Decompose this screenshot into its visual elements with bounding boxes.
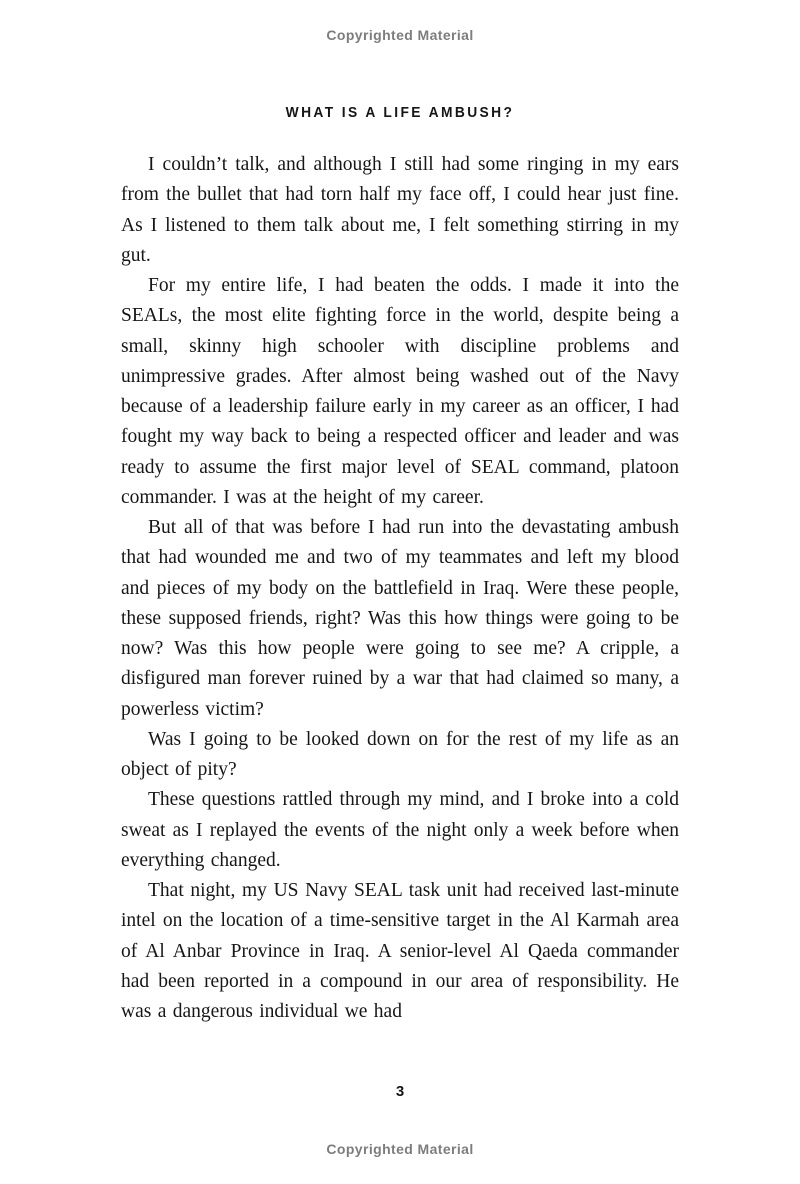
body-paragraph: These questions rattled through my mind, and I broke into a cold sweat as I replayed the events of the night only a week before when everything changed.	[121, 789, 679, 871]
page-number: 3	[395, 1083, 405, 1100]
copyright-notice-bottom: Copyrighted Material	[326, 1141, 474, 1157]
body-paragraph: Was I going to be looked down on for the rest of my life as an object of pity?	[121, 728, 679, 780]
chapter-title: WHAT IS A LIFE AMBUSH?	[285, 104, 515, 121]
body-paragraph: But all of that was before I had run into the devastating ambush that had wounded me and two of my teammates and left my blood and pieces of my body on the battlefield in Iraq. Were these people, these supposed friends, right? Was this how things were going to be now? Was this how people were going to see me? A cripple, a disfigured man forever ruined by a war that had claimed so many, a powerless victim?	[121, 517, 679, 720]
body-paragraph: For my entire life, I had beaten the odds. I made it into the SEALs, the most elite fighting force in the world, despite being a small, skinny high schooler with discipline problems and unimpressive grades. After almost being washed out of the Navy because of a leadership failure early in my career as an officer, I had fought my way back to being a respected officer and leader and was ready to assume the first major level of SEAL command, platoon commander. I was at the height of my career.	[121, 275, 679, 508]
body-paragraph: That night, my US Navy SEAL task unit had received last-minute intel on the location of a time-sensitive target in the Al Karmah area of Al Anbar Province in Iraq. A senior-level Al Qaeda commander had been reported in a compound in our area of responsibility. He was a dangerous individual we had	[121, 880, 679, 1022]
body-text-block	[121, 150, 679, 1027]
copyright-notice-top: Copyrighted Material	[326, 27, 474, 43]
body-paragraph: I couldn’t talk, and although I still had some ringing in my ears from the bullet that had torn half my face off, I could hear just fine. As I listened to them talk about me, I felt something stirring in my gut.	[121, 154, 679, 266]
